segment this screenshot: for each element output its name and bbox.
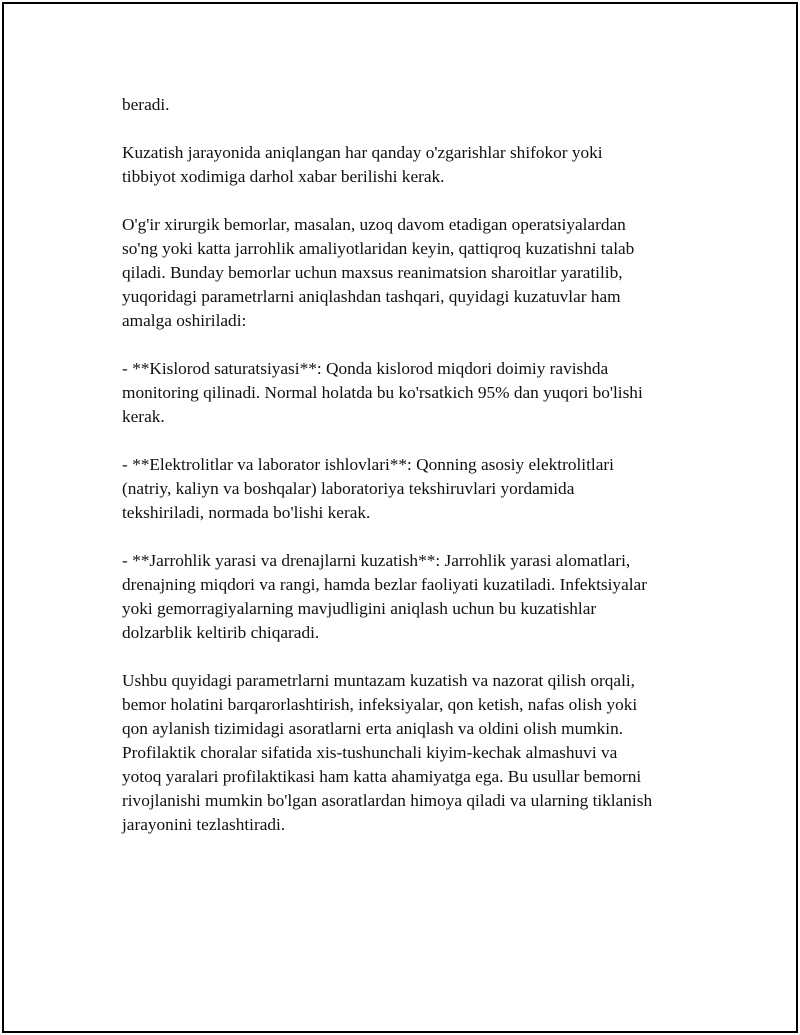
paragraph-severe-patients: O'g'ir xirurgik bemorlar, masalan, uzoq davom etadigan operatsiyalardan so'ng yoki katta jarrohlik amaliyotlaridan keyin, qattiqroq kuzatishni talab qiladi. Bunday bemorlar uchun maxsus reanimatsion sharoitlar yaratilib, yuqoridagi parametrlarni aniqlashdan tashqari, quyidagi kuzatuvlar ham amalga oshiriladi: — [122, 215, 635, 330]
document-body — [122, 93, 712, 861]
list-item-electrolytes: - **Elektrolitlar va laborator ishlovlari**: Qonning asosiy elektrolitlari (natriy, kaliyn va boshqalar) laboratoriya tekshiruvlari yordamida tekshiriladi, normada bo'lishi kerak. — [122, 455, 614, 522]
paragraph-reporting: Kuzatish jarayonida aniqlangan har qanday o'zgarishlar shifokor yoki tibbiyot xodimiga darhol xabar berilishi kerak. — [122, 143, 603, 186]
paragraph-continuation: beradi. — [122, 95, 170, 114]
list-item-oxygen-saturation: - **Kislorod saturatsiyasi**: Qonda kislorod miqdori doimiy ravishda monitoring qilinadi. Normal holatda bu ko'rsatkich 95% dan yuqori bo'lishi kerak. — [122, 359, 643, 426]
page-frame — [3, 3, 797, 1032]
list-item-wound-drainage: - **Jarrohlik yarasi va drenajlarni kuzatish**: Jarrohlik yarasi alomatlari, drenajning miqdori va rangi, hamda bezlar faoliyati kuzatiladi. Infektsiyalar yoki gemorragiyalarning mavjudligini aniqlash uchun bu kuzatishlar dolzarblik keltirib chiqaradi. — [122, 551, 647, 642]
paragraph-conclusion: Ushbu quyidagi parametrlarni muntazam kuzatish va nazorat qilish orqali, bemor holatini barqarorlashtirish, infeksiyalar, qon ketish, nafas olish yoki qon aylanish tizimidagi asoratlarni erta aniqlash va oldini olish mumkin. Profilaktik choralar sifatida xis-tushunchali kiyim-kechak almashuvi va yotoq yaralari profilaktikasi ham katta ahamiyatga ega. Bu usullar bemorni rivojlanishi mumkin bo'lgan asoratlardan himoya qiladi va ularning tiklanish jarayonini tezlashtiradi. — [122, 671, 653, 834]
